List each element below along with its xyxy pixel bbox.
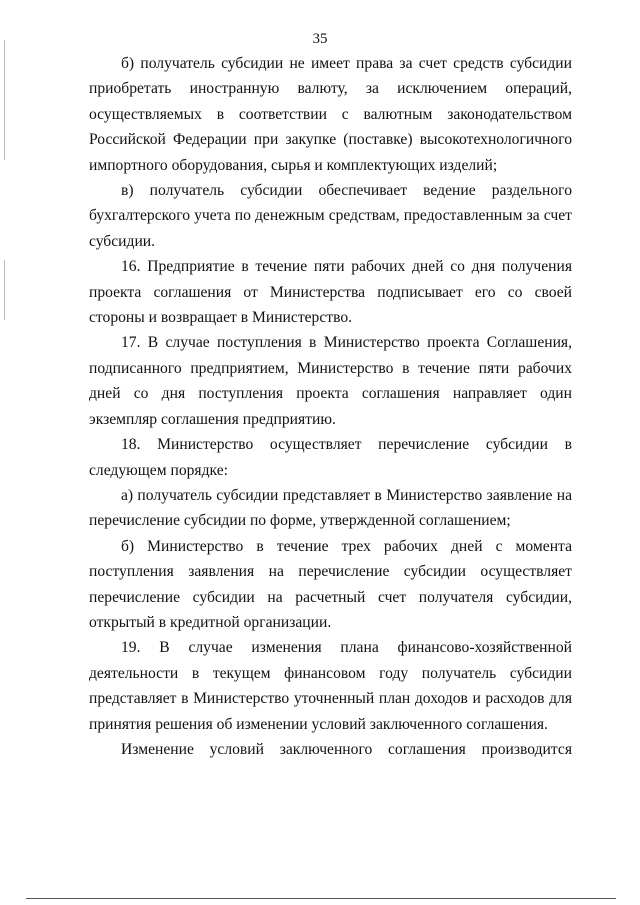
page-number: 35 xyxy=(312,31,328,47)
paragraph-item-18: 18. Министерство осуществляет перечисление субсидии в следующем порядке: xyxy=(89,436,572,479)
paragraph-item-16: 16. Предприятие в течение пяти рабочих дней со дня получения проекта соглашения от Министерства подписывает его со своей стороны и возвращает в Министерство. xyxy=(89,258,572,327)
document-body xyxy=(89,51,572,762)
paragraph-item-18-b: б) Министерство в течение трех рабочих дней с момента поступления заявления на перечисление субсидии осуществляет перечисление субсидии на расчетный счет получателя субсидии, открытый в кредитной организации. xyxy=(89,537,572,631)
paragraph-subsidy-currency-restriction: б) получатель субсидии не имеет права за счет средств субсидии приобретать иностранную валюту, за исключением операций, осуществляемых в соответствии с валютным законодательством Российской Федерации при закупке (поставке) высокотехнологичного импортного оборудования, сырья и комплектующих изделий; xyxy=(89,55,572,174)
paragraph-separate-accounting: в) получатель субсидии обеспечивает ведение раздельного бухгалтерского учета по денежным средствам, предоставленным за счет субсидии. xyxy=(89,182,572,250)
scan-edge-mark xyxy=(4,40,5,160)
paragraph-item-18-a: а) получатель субсидии представляет в Министерство заявление на перечисление субсидии по форме, утвержденной соглашением; xyxy=(89,486,572,530)
paragraph-item-17: 17. В случае поступления в Министерство проекта Соглашения, подписанного предприятием, Министерство в течение пяти рабочих дней со дня поступления проекта соглашения направляет один экземпляр соглашения предприятию. xyxy=(89,334,572,428)
paragraph-item-19: 19. В случае изменения плана финансово-хозяйственной деятельности в текущем финансовом году получатель субсидии представляет в Министерство уточненный план доходов и расходов для принятия решения об изменении условий заключенного соглашения. xyxy=(89,639,572,733)
paragraph-agreement-change: Изменение условий заключенного соглашения производится xyxy=(121,740,572,758)
scan-edge-mark xyxy=(4,260,5,320)
footer-rule xyxy=(26,898,616,899)
